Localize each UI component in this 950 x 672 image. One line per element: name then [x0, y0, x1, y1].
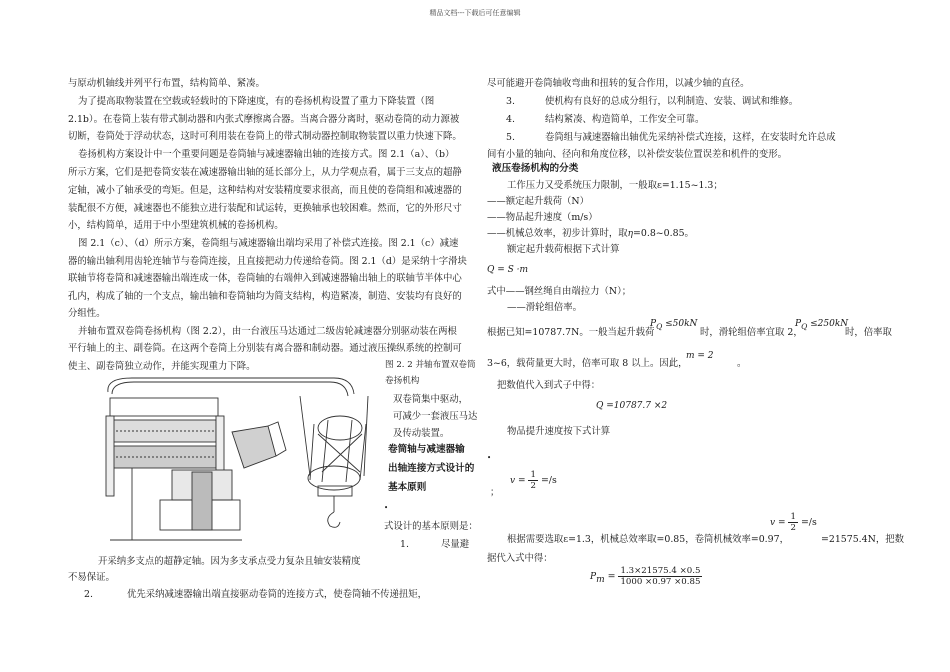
classification-heading: 液压卷扬机构的分类 — [492, 163, 579, 174]
cond1-symbol: P — [650, 319, 657, 329]
left-line-2: 为了提高取物装置在空载或轻载时的下降速度，有的卷扬机构设置了重力下降装置（图 — [78, 96, 435, 107]
left-line-11: 器的输出轴利用齿轮连轴节与卷筒连接，且直接把动力传递给卷筒。图 2.1（d）是采纳十字滑块 — [68, 256, 467, 267]
efficiency-value: =0.8~0.85。 — [633, 228, 694, 239]
pm-symbol: P — [590, 572, 597, 582]
item5-continuation: 间有小量的轴向、径向和角度位移，以补偿安装位置误差和机件的变形。 — [487, 149, 788, 160]
condition-1 — [650, 316, 697, 335]
item4-number: 4. — [506, 114, 515, 125]
caption-line-1: 图 2. 2 并轴布置双卷筒 — [385, 360, 476, 370]
left-line-7: 定轴，减小了轴承受的弯矩。但是，这种结构对安装精度要求很高，而且使的卷筒组和减速器的 — [68, 185, 462, 196]
right-line-1: 尽可能避开卷筒轴收弯曲和扭转的复合作用，以减少轴的直径。 — [487, 78, 750, 89]
speed-formula-intro: 物品提升速度按下式计算 — [507, 426, 611, 437]
v2-symbol: v = — [770, 518, 786, 528]
formula-q: Q = S ·m — [487, 265, 529, 275]
known-text: 根据已知=10787.7N。一般当起升载荷 — [487, 327, 655, 338]
velocity-formula — [510, 470, 557, 491]
figure-caption — [385, 357, 476, 389]
substitute-line: 把数值代入到式子中得： — [497, 380, 601, 391]
heading-line-1: 卷筒轴与减速器输 — [388, 444, 465, 455]
left-line-6: 所示方案，它们是把卷筒安装在减速器输出轴的延长部分上，从力学观点看，属于三支点的超静 — [68, 167, 462, 178]
item4-text: 结构紧凑、构造简单，工作安全可靠。 — [545, 114, 705, 125]
item5-number: 5. — [506, 132, 515, 143]
bullet-marker: • — [384, 504, 389, 512]
pm-numerator: 1.3×21575.4 ×0.5 — [620, 566, 701, 576]
cond2-symbol: P — [795, 319, 802, 329]
formula-q2: Q =10787.7 ×2 — [596, 401, 668, 411]
left-line-8: 装配很不方便，减速器也不能独立进行装配和试运转，更换轴承也较困难。然而，它的外形尺寸 — [68, 203, 462, 214]
cond1-subscript: Q — [656, 321, 663, 331]
cond1-limit: ≤50kN — [665, 319, 698, 329]
principle-intro: 式设计的基本原则是： — [384, 521, 478, 532]
caption-line-2: 卷扬机构 — [385, 376, 420, 386]
side-line-3: 及传动装置。 — [393, 428, 450, 439]
eta-symbol: η — [627, 229, 634, 239]
left-line-16: 平行轴上的主、副卷筒。在这两个卷筒上分别装有离合器和制动器。通过液压操纵系统的控制可 — [68, 343, 462, 354]
semicolon: ； — [490, 487, 500, 498]
condition-2 — [795, 316, 848, 335]
left-line-9: 小，结构简单，适用于中小型建筑机械的卷扬机构。 — [68, 220, 284, 231]
hoist-mechanism-figure — [72, 372, 372, 550]
range-line: 3~6，载荷量更大时，倍率可取 8 以上。因此， — [487, 358, 688, 369]
item2-number: 2. — [84, 589, 93, 600]
cond2-limit: ≤250kN — [810, 319, 849, 329]
item5-text: 卷筒组与减速器输出轴优先采纳补偿式连接，这样，在安装时允许总成 — [545, 132, 836, 143]
v2-denominator: 2 — [790, 523, 796, 533]
item1-continuation: 开采纳多支点的超静定轴。因为多支承点受力复杂且轴安装精度 — [98, 556, 361, 567]
left-line-4: 切断，卷筒处于浮动状态，这时可利用装在卷筒上的带式制动器控制取物装置以重力快速下降。 — [68, 131, 462, 142]
page-header: 精品文档---下载后可任意编辑 — [429, 9, 521, 17]
pm-formula: $P_m$ = $\frac{1.3\times 21575.4 \times 0.5}{1000 \times 0.97 \times 0.85}$ — [590, 566, 701, 587]
left-line-3: 2.1b）。在卷筒上装有带式制动器和内张式摩擦离合器。当离合器分离时，驱动卷筒的动力源被 — [68, 114, 460, 125]
v-unit: =/s — [540, 475, 557, 486]
v-denominator: 2 — [530, 481, 536, 491]
item1-number: 1. — [400, 539, 409, 550]
item3-number: 3. — [506, 96, 515, 107]
range-end: 。 — [737, 358, 747, 369]
v2-numerator: 1 — [790, 512, 796, 522]
cond2-subscript: Q — [801, 321, 808, 331]
efficiency-text: ——机械总效率，初步计算时，取 — [487, 228, 628, 239]
item1-text: 尽量避 — [441, 539, 470, 550]
left-line-17: 使主、副卷筒独立动作，并能实现重力下降。 — [68, 361, 256, 372]
known-text-3: 时，倍率取 — [845, 327, 892, 338]
formula-intro: 额定起升载荷根据下式计算 — [507, 244, 620, 255]
left-line-14: 分组性。 — [68, 308, 106, 319]
section-heading — [388, 440, 474, 497]
load-definition: ——额定起升载荷（N） — [487, 196, 589, 207]
ratio-line: ——滑轮组倍率。 — [507, 302, 583, 313]
left-line-10: 图 2.1（c）、（d）所示方案，卷筒组与减速器输出端均采用了补偿式连接。图 2.1（c）减速 — [78, 238, 459, 249]
side-note — [393, 391, 477, 442]
item1-continuation-2: 不易保证。 — [68, 572, 115, 583]
left-line-5: 卷扬机构方案设计中一个重要问题是卷筒轴与减速器输出轴的连接方式。图 2.1（a）、（b） — [78, 149, 455, 160]
heading-line-2: 出轴连接方式设计的 — [388, 463, 475, 474]
pm-subscript: m — [596, 574, 605, 585]
pressure-line: 工作压力又受系统压力限制，一般取ε=1.15~1.3； — [507, 180, 723, 191]
known-text-2: 时，滑轮组倍率宜取 2， — [700, 327, 803, 338]
v2-unit: =/s — [800, 517, 817, 528]
calc-line-3: 据代入式中得： — [487, 553, 553, 564]
pm-denominator: 1000 ×0.97 ×0.85 — [620, 577, 701, 587]
where-line: 式中——钢丝绳自由端拉力（N）； — [487, 286, 632, 297]
heading-line-3: 基本原则 — [388, 482, 427, 493]
item2-text: 优先采纳减速器输出端直接驱动卷筒的连接方式，使卷筒轴不传递扭矩， — [127, 589, 428, 600]
v-symbol: v = — [510, 476, 526, 486]
calc-line: 根据需要选取ε=1.3，机械总效率取=0.85，卷筒机械效率=0.97， — [507, 534, 789, 545]
side-line-1: 双卷筒集中驱动， — [393, 394, 469, 405]
left-line-1: 与原动机轴线并列平行布置，结构简单、紧凑。 — [68, 78, 265, 89]
speed-definition: ——物品起升速度（m/s） — [487, 212, 598, 223]
item3-text: 使机构有良好的总成分组行，以利制造、安装、调试和维修。 — [545, 96, 799, 107]
left-line-15: 并轴布置双卷筒卷扬机构（图 2.2），由一台液压马达通过二级齿轮减速器分别驱动装在两根 — [78, 326, 457, 337]
calc-line-2: =21575.4N，把数 — [821, 534, 904, 545]
m-equation: m = 2 — [686, 351, 714, 361]
velocity-formula-2 — [770, 512, 817, 533]
bullet-marker-2: • — [487, 454, 492, 462]
side-line-2: 可减少一套液压马达 — [393, 411, 478, 422]
v-numerator: 1 — [530, 470, 536, 480]
left-line-12: 联轴节将卷筒和减速器输出端连成一体，卷筒轴的右端伸入到减速器输出轴上的联轴节半体中心 — [68, 273, 462, 284]
left-line-13: 孔内，构成了轴的一个支点，输出轴和卷筒轴均为简支结构，构造紧凑，制造、安装均有良好的 — [68, 291, 462, 302]
